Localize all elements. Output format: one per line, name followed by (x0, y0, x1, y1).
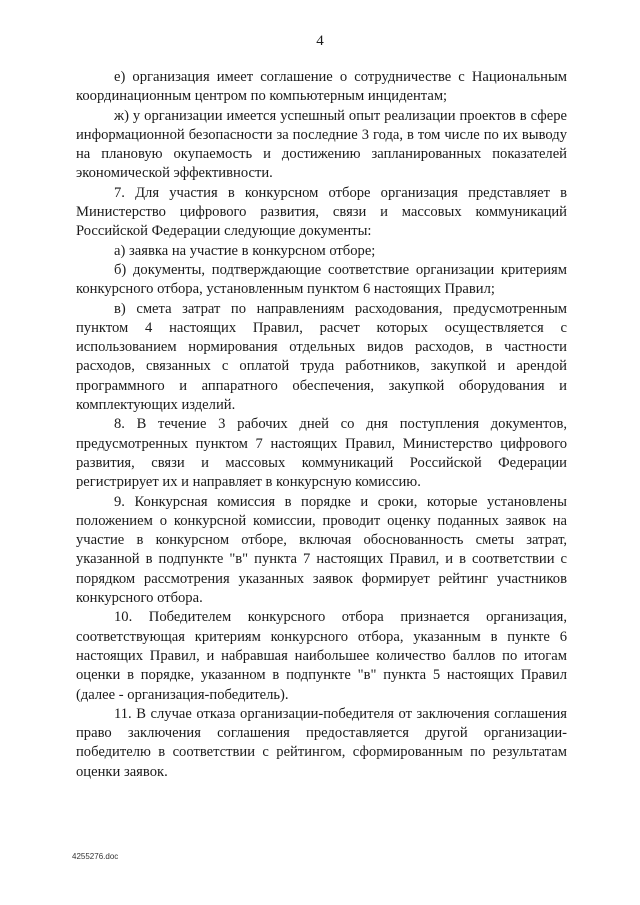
paragraph-clause-8: 8. В течение 3 рабочих дней со дня поступления документов, предусмотренных пунктом 7 настоящих Правил, Министерство цифрового развития, связи и массовых коммуникаций Российской Федерации регистрирует их и направляет в конкурсную комиссию. (76, 416, 567, 491)
paragraph-clause-11: 11. В случае отказа организации-победителя от заключения соглашения право заключения соглашения предоставляется другой организации-победителю в соответствии с рейтингом, сформированным по результатам оценки заявок. (76, 705, 567, 780)
paragraph-item-v: в) смета затрат по направлениям расходования, предусмотренным пунктом 4 настоящих Правил, расчет которых осуществляется с использованием нормирования отдельных видов расходов, в частности расходов, связанных с оплатой труда работников, закупкой и арендой программного и аппаратного обеспечения, закупкой оборудования и комплектующих изделий. (76, 300, 567, 414)
paragraph-item-zh: ж) у организации имеется успешный опыт реализации проектов в сфере информационной безопасности за последние 3 года, в том числе по их выводу на плановую окупаемость и достижению запланированных показателей экономической эффективности. (76, 107, 567, 182)
paragraph-clause-9: 9. Конкурсная комиссия в порядке и сроки, которые установлены положением о конкурсной комиссии, проводит оценку поданных заявок на участие в конкурсном отборе, включая обоснованность сметы затрат, указанной в подпункте "в" пункта 7 настоящих Правил, и в соответствии с порядком рассмотрения указанных заявок формирует рейтинг участников конкурсного отбора. (76, 493, 567, 607)
document-body (76, 68, 567, 782)
footer-doc-id: 4255276.doc (72, 852, 119, 861)
paragraph-item-e: е) организация имеет соглашение о сотрудничестве с Национальным координационным центром по компьютерным инцидентам; (76, 69, 567, 105)
paragraph-clause-10: 10. Победителем конкурсного отбора признается организация, соответствующая критериям конкурсного отбора, указанным в пункте 6 настоящих Правил, и набравшая наибольшее количество баллов по итогам оценки в порядке, указанном в подпункте "в" пункта 5 настоящих Правил (далее - организация-победитель). (76, 609, 567, 703)
paragraph-clause-7: 7. Для участия в конкурсном отборе организация представляет в Министерство цифрового развития, связи и массовых коммуникаций Российской Федерации следующие документы: (76, 184, 567, 240)
paragraph-item-b: б) документы, подтверждающие соответствие организации критериям конкурсного отбора, установленным пунктом 6 настоящих Правил; (76, 261, 567, 298)
page-number: 4 (316, 33, 324, 49)
paragraph-item-a: а) заявка на участие в конкурсном отборе; (114, 242, 376, 259)
